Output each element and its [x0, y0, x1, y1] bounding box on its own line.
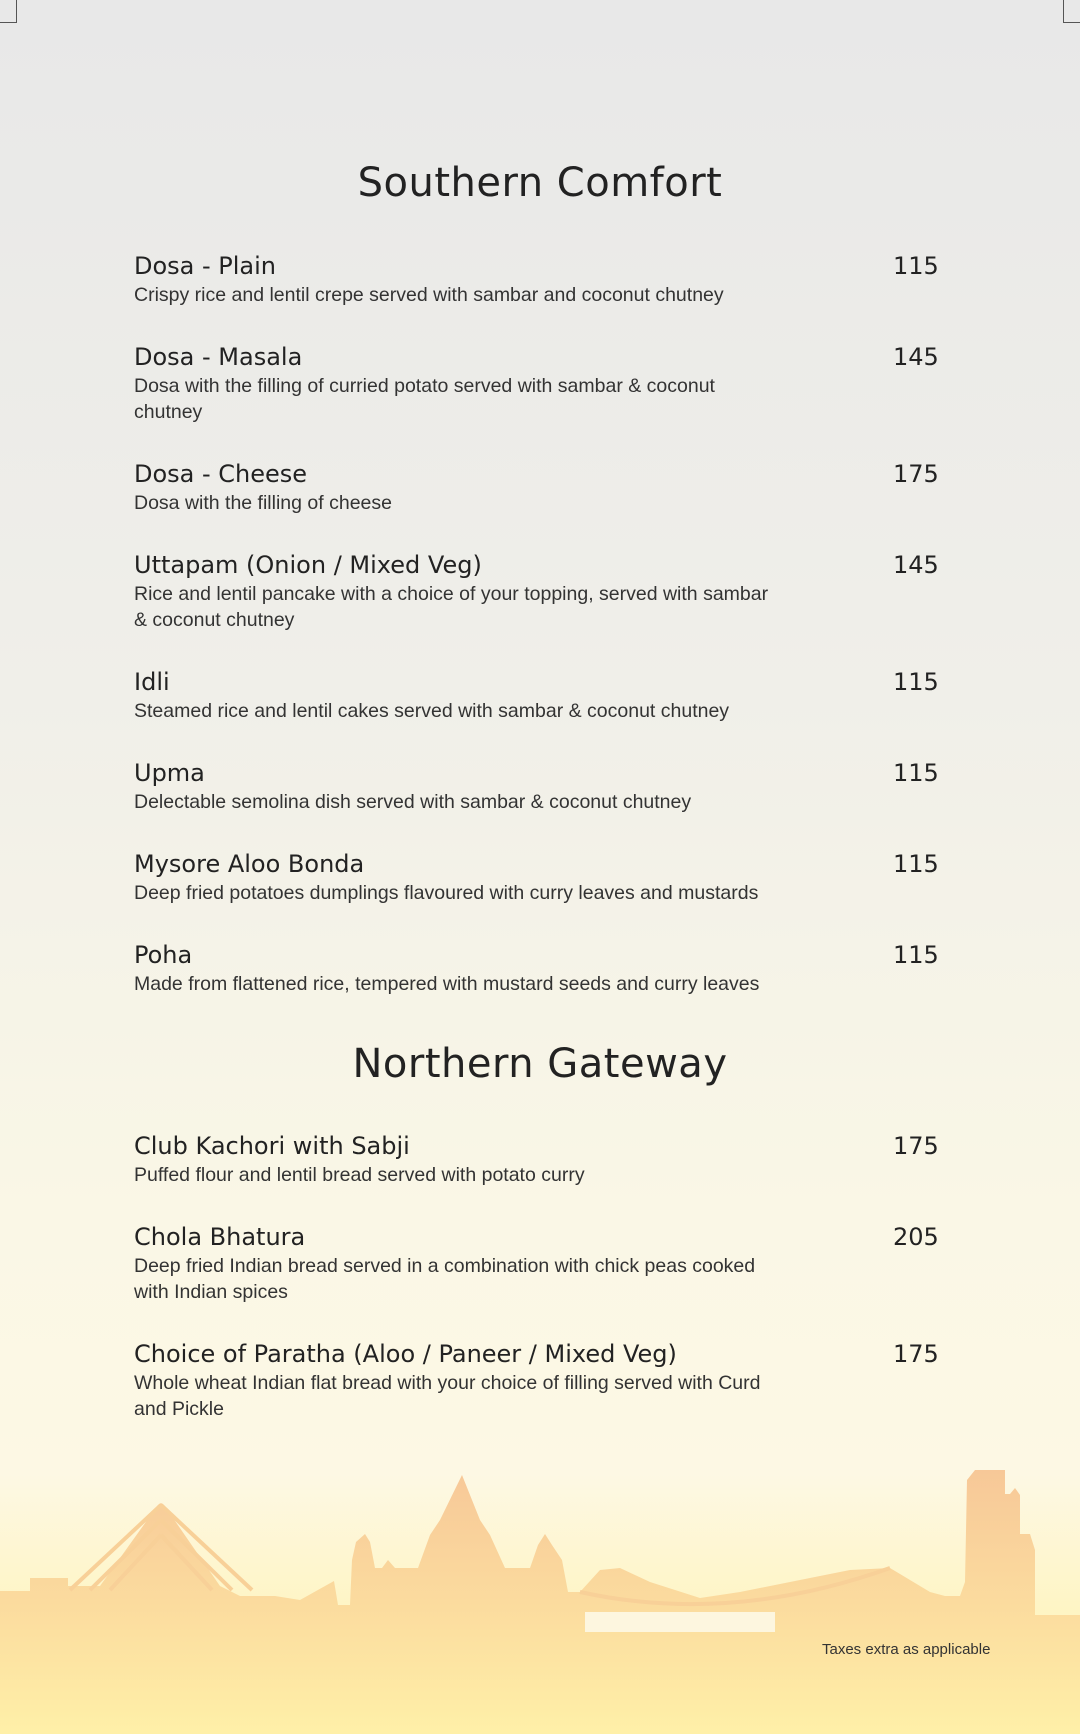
item-name: Dosa - Masala: [134, 343, 303, 371]
item-price: 145: [893, 551, 939, 579]
item-description: Delectable semolina dish served with sambar & coconut chutney: [134, 791, 692, 813]
item-description: Deep fried potatoes dumplings flavoured with curry leaves and mustards: [134, 882, 759, 904]
item-description: Dosa with the filling of curried potato served with sambar & coconut chutney: [134, 375, 715, 423]
item-price: 115: [893, 941, 939, 969]
item-name: Dosa - Plain: [134, 252, 277, 280]
menu-item: [134, 458, 964, 516]
item-price: 115: [893, 759, 939, 787]
item-description: Deep fried Indian bread served in a combination with chick peas cooked with Indian spices: [134, 1255, 756, 1303]
item-description: Crispy rice and lentil crepe served with sambar and coconut chutney: [134, 284, 724, 306]
item-name: Chola Bhatura: [134, 1223, 306, 1251]
menu-list: [134, 1130, 964, 1455]
item-name: Idli: [134, 668, 170, 696]
menu-item: [134, 549, 964, 633]
item-price: 175: [893, 1340, 939, 1368]
item-description: Steamed rice and lentil cakes served with sambar & coconut chutney: [134, 700, 730, 722]
menu-item: [134, 1130, 964, 1188]
city-skyline-illustration: [0, 1450, 1080, 1734]
taxes-note: Taxes extra as applicable: [822, 1641, 991, 1658]
menu-item: [134, 666, 964, 724]
menu-item: [134, 1221, 964, 1305]
item-price: 115: [893, 252, 939, 280]
item-name: Upma: [134, 759, 205, 787]
item-description: Whole wheat Indian flat bread with your choice of filling served with Curd and Pickle: [134, 1372, 761, 1420]
item-name: Uttapam (Onion / Mixed Veg): [134, 551, 482, 579]
menu-list: [134, 250, 964, 1030]
item-description: Made from flattened rice, tempered with mustard seeds and curry leaves: [134, 973, 760, 995]
item-name: Mysore Aloo Bonda: [134, 850, 365, 878]
item-price: 115: [893, 668, 939, 696]
item-price: 115: [893, 850, 939, 878]
item-description: Puffed flour and lentil bread served with potato curry: [134, 1164, 585, 1186]
item-price: 205: [893, 1223, 939, 1251]
item-name: Poha: [134, 941, 193, 969]
menu-item: [134, 341, 964, 425]
menu-item: [134, 250, 964, 308]
section-title: Northern Gateway: [352, 1041, 728, 1087]
crop-mark: [0, 0, 17, 23]
menu-item: [134, 757, 964, 815]
item-price: 145: [893, 343, 939, 371]
section-title: Southern Comfort: [357, 160, 723, 206]
item-name: Club Kachori with Sabji: [134, 1132, 410, 1160]
menu-item: [134, 848, 964, 906]
item-name: Choice of Paratha (Aloo / Paneer / Mixed Veg): [134, 1340, 677, 1368]
item-price: 175: [893, 460, 939, 488]
item-price: 175: [893, 1132, 939, 1160]
menu-item: [134, 939, 964, 997]
item-description: Dosa with the filling of cheese: [134, 492, 392, 514]
item-name: Dosa - Cheese: [134, 460, 308, 488]
crop-mark: [1063, 0, 1080, 23]
item-description: Rice and lentil pancake with a choice of your topping, served with sambar & coconut chutney: [134, 583, 769, 631]
menu-item: [134, 1338, 964, 1422]
